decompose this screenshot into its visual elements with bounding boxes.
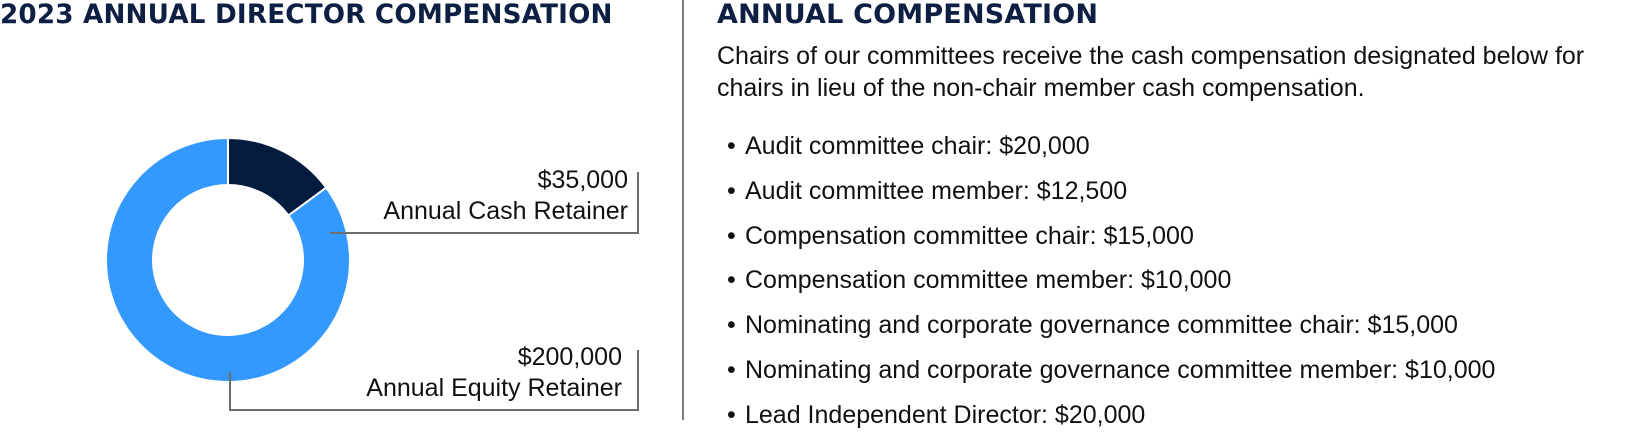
list-item: • Compensation committee member: $10,000 [727,258,1495,303]
intro-paragraph: Chairs of our committees receive the cash compensation designated below for chairs in lieu of the non-chair member cash compensation. [717,42,1585,102]
cash-retainer-name: Annual Cash Retainer [383,197,628,225]
cash-retainer-value: $35,000 [537,166,628,194]
bullet-icon: • [727,176,736,205]
list-item: • Nominating and corporate governance committee member: $10,000 [727,348,1495,393]
bullet-icon: • [727,132,736,160]
donut-segments [106,138,350,382]
equity-retainer-name: Annual Equity Retainer [366,374,622,402]
bullet-icon: • [727,355,736,384]
chart-title: 2023 ANNUAL DIRECTOR COMPENSATION [0,0,613,30]
bullet-icon: • [727,221,736,250]
equity-retainer-label [366,342,622,404]
list-item: • Lead Independent Director: $20,000 [727,393,1495,438]
list-item: • Audit committee chair: $20,000 [727,124,1495,169]
bullet-icon: • [727,311,736,340]
vertical-divider [682,0,684,420]
equity-retainer-value: $200,000 [517,343,622,371]
bullet-icon: • [727,400,736,429]
bullet-icon: • [727,266,736,295]
list-item: • Compensation committee chair: $15,000 [727,214,1495,259]
list-item: • Nominating and corporate governance committee chair: $15,000 [727,303,1495,348]
section-title: ANNUAL COMPENSATION [717,0,1099,30]
committee-fee-list [727,124,1495,438]
list-item: • Audit committee member: $12,500 [727,169,1495,214]
cash-retainer-label [383,165,628,227]
